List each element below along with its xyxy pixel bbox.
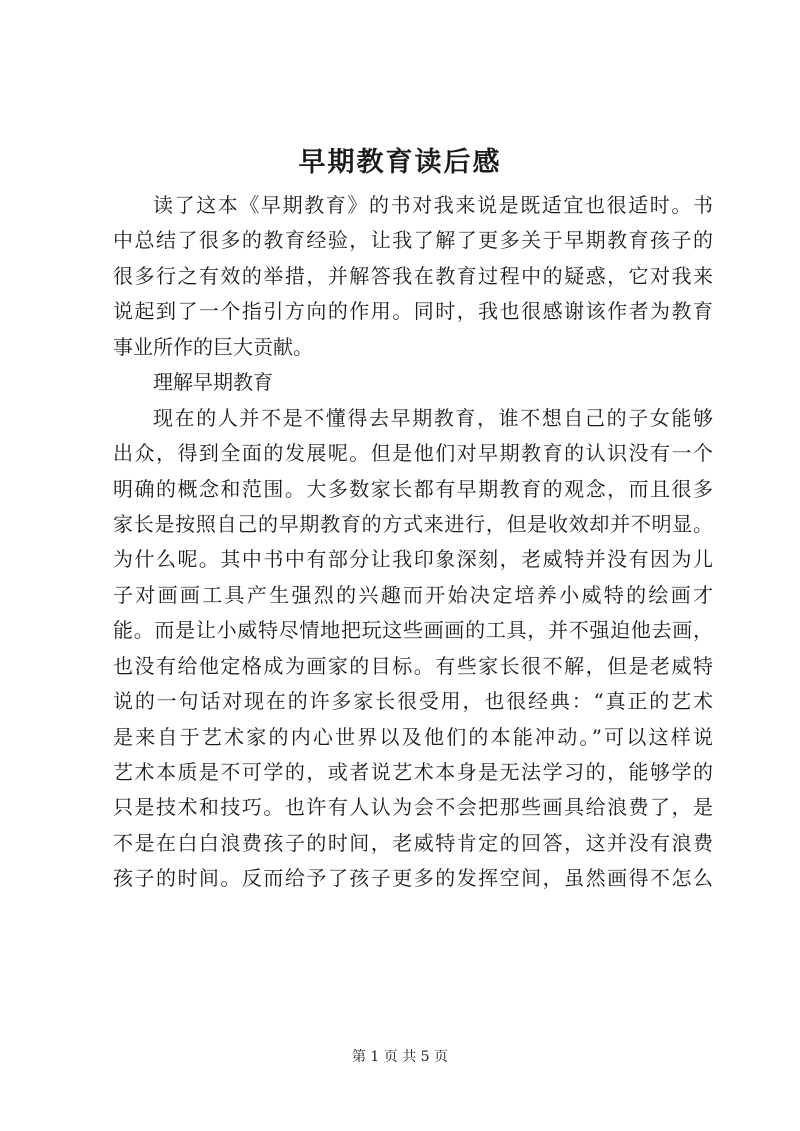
paragraph-line: 说的一句话对现在的许多家长很受用，也很经典：“真正的艺术 [113, 689, 713, 714]
document-title: 早期教育读后感 [298, 147, 502, 178]
paragraph-line: 读了这本《早期教育》的书对我来说是既适宜也很适时。书 [153, 193, 713, 217]
paragraph-line: 只是技术和技巧。也许有人认为会不会把那些画具给浪费了，是 [113, 795, 713, 820]
paragraph-line: 是来自于艺术家的内心世界以及他们的本能冲动。”可以这样说 [113, 724, 713, 749]
section-heading: 理解早期教育 [153, 370, 273, 395]
paragraph-line: 中总结了很多的教育经验，让我了解了更多关于早期教育孩子的 [113, 228, 713, 253]
paragraph-line: 说起到了一个指引方向的作用。同时，我也很感谢该作者为教育 [113, 299, 713, 324]
paragraph-line: 明确的概念和范围。大多数家长都有早期教育的观念，而且很多 [113, 476, 713, 501]
paragraph-line: 事业所作的巨大贡献。 [113, 334, 313, 359]
paragraph-line: 不是在白白浪费孩子的时间，老威特肯定的回答，这并没有浪费 [113, 830, 713, 855]
paragraph-line: 子对画画工具产生强烈的兴趣而开始决定培养小威特的绘画才 [113, 582, 713, 607]
paragraph-line: 为什么呢。其中书中有部分让我印象深刻，老威特并没有因为儿 [113, 547, 713, 572]
paragraph-line: 能。而是让小威特尽情地把玩这些画画的工具，并不强迫他去画， [113, 618, 713, 643]
paragraph-line: 孩子的时间。反而给予了孩子更多的发挥空间，虽然画得不怎么 [113, 866, 713, 891]
paragraph-line: 现在的人并不是不懂得去早期教育，谁不想自己的子女能够 [153, 405, 713, 430]
document-body [113, 188, 713, 897]
paragraph-line: 很多行之有效的举措，并解答我在教育过程中的疑惑，它对我来 [113, 263, 713, 288]
paragraph-line: 出众，得到全面的发展呢。但是他们对早期教育的认识没有一个 [113, 441, 713, 466]
page-number-footer: 第 1 页 共 5 页 [351, 1049, 449, 1065]
paragraph-line: 家长是按照自己的早期教育的方式来进行，但是收效却并不明显。 [113, 511, 713, 536]
paragraph-line: 也没有给他定格成为画家的目标。有些家长很不解，但是老威特 [113, 653, 713, 678]
paragraph-line: 艺术本质是不可学的，或者说艺术本身是无法学习的，能够学的 [113, 760, 713, 784]
